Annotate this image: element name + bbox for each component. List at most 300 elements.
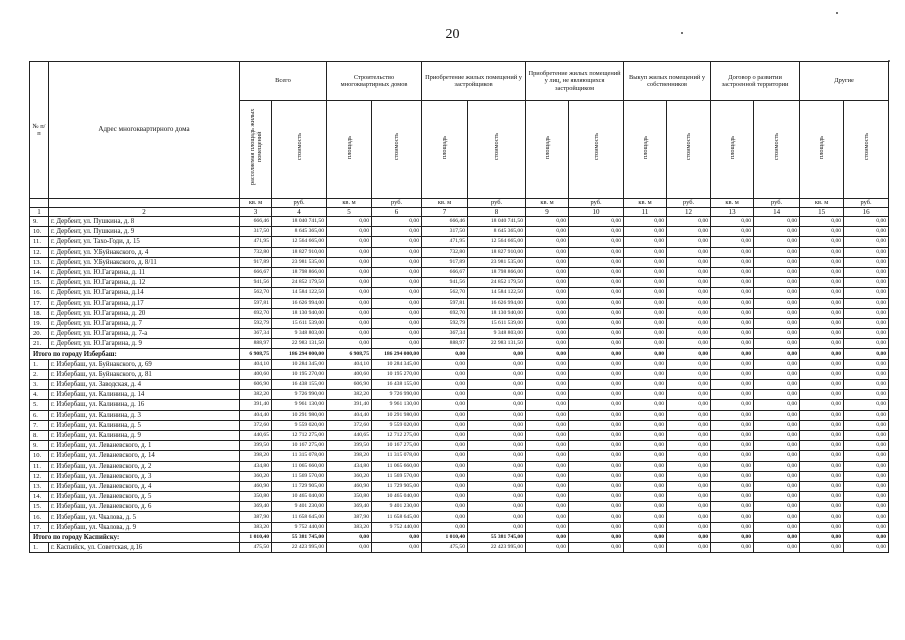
cost-value: 0,00 (667, 441, 711, 451)
area-value: 0,00 (711, 380, 754, 390)
header-group-development-agreement: Договор о развитии застроенной территории (711, 62, 800, 101)
area-value: 372,60 (327, 420, 372, 430)
area-value: 0,00 (422, 369, 468, 379)
area-value: 0,00 (422, 492, 468, 502)
cost-value: 0,00 (372, 532, 422, 542)
area-value: 0,00 (327, 329, 372, 339)
cost-value: 0,00 (754, 359, 800, 369)
subheader-cost: стоимость (372, 101, 422, 199)
area-value: 0,00 (526, 298, 569, 308)
cost-value: 0,00 (754, 532, 800, 542)
area-value: 0,00 (327, 339, 372, 349)
area-value: 666,67 (240, 267, 272, 277)
address-cell: г. Избербаш, ул. Леваневского, д. 14 (49, 451, 240, 461)
cost-value: 0,00 (754, 512, 800, 522)
area-value: 391,40 (327, 400, 372, 410)
cost-value: 0,00 (667, 278, 711, 288)
unit-cell: руб. (667, 199, 711, 208)
area-value: 0,00 (711, 359, 754, 369)
cost-value: 0,00 (372, 237, 422, 247)
area-value: 440,65 (327, 430, 372, 440)
address-cell: г. Дербент, ул. У.Буйнакского, д. 4 (49, 247, 240, 257)
area-value: 0,00 (526, 481, 569, 491)
area-value: 0,00 (526, 247, 569, 257)
column-number: 12 (667, 208, 711, 217)
area-value: 0,00 (711, 410, 754, 420)
cost-value: 0,00 (754, 308, 800, 318)
area-value: 0,00 (624, 461, 667, 471)
area-value: 0,00 (800, 318, 844, 328)
area-value: 0,00 (800, 257, 844, 267)
area-value: 0,00 (711, 349, 754, 359)
cost-value: 0,00 (468, 451, 526, 461)
area-value: 0,00 (526, 339, 569, 349)
cost-value: 0,00 (569, 369, 624, 379)
cost-value: 0,00 (372, 308, 422, 318)
area-value: 0,00 (711, 441, 754, 451)
area-value: 0,00 (327, 217, 372, 227)
table-row (30, 441, 889, 451)
area-value: 0,00 (327, 267, 372, 277)
unit-cell: руб. (372, 199, 422, 208)
cost-value: 0,00 (754, 257, 800, 267)
cost-value: 0,00 (754, 298, 800, 308)
header-group-construction: Строительство многоквартирных домов (327, 62, 422, 101)
area-value: 592,79 (422, 318, 468, 328)
cost-value: 0,00 (468, 349, 526, 359)
column-number: 3 (240, 208, 272, 217)
cost-value: 9 752 440,00 (272, 522, 327, 532)
cost-value: 0,00 (569, 227, 624, 237)
area-value: 888,97 (240, 339, 272, 349)
cost-value: 18 130 940,00 (272, 308, 327, 318)
row-number: 14. (30, 492, 49, 502)
cost-value: 0,00 (754, 278, 800, 288)
area-value: 383,20 (240, 522, 272, 532)
cost-value: 0,00 (667, 461, 711, 471)
unit-cell: руб. (272, 199, 327, 208)
units-row (30, 199, 889, 208)
cost-value: 0,00 (754, 430, 800, 440)
area-value: 0,00 (624, 318, 667, 328)
table-row (30, 247, 889, 257)
cost-value: 10 291 980,00 (372, 410, 422, 420)
area-value: 350,80 (240, 492, 272, 502)
area-value: 434,80 (327, 461, 372, 471)
area-value: 369,40 (327, 502, 372, 512)
area-value: 475,50 (422, 543, 468, 553)
row-number: 19. (30, 318, 49, 328)
cost-value: 0,00 (844, 339, 889, 349)
table-row (30, 502, 889, 512)
area-value: 360,20 (240, 471, 272, 481)
area-value: 597,81 (240, 298, 272, 308)
cost-value: 15 611 539,00 (468, 318, 526, 328)
cost-value: 0,00 (569, 471, 624, 481)
table-row (30, 492, 889, 502)
area-value: 0,00 (711, 543, 754, 553)
area-value: 0,00 (624, 380, 667, 390)
column-number: 16 (844, 208, 889, 217)
cost-value: 0,00 (844, 227, 889, 237)
area-value: 0,00 (526, 278, 569, 288)
address-cell: г. Избербаш, ул. Леваневского, д. 3 (49, 471, 240, 481)
cost-value: 18 130 940,00 (468, 308, 526, 318)
area-value: 0,00 (526, 359, 569, 369)
housing-table (29, 61, 889, 553)
area-value: 0,00 (526, 267, 569, 277)
cost-value: 0,00 (844, 400, 889, 410)
cost-value: 0,00 (667, 543, 711, 553)
cost-value: 0,00 (844, 543, 889, 553)
row-number: 10. (30, 227, 49, 237)
cost-value: 0,00 (667, 502, 711, 512)
cost-value: 0,00 (569, 298, 624, 308)
cost-value: 0,00 (468, 390, 526, 400)
area-value: 0,00 (624, 298, 667, 308)
area-value: 0,00 (327, 247, 372, 257)
area-value: 0,00 (422, 461, 468, 471)
cost-value: 0,00 (372, 339, 422, 349)
cost-value: 0,00 (569, 318, 624, 328)
area-value: 0,00 (526, 430, 569, 440)
table-row (30, 308, 889, 318)
area-value: 0,00 (526, 471, 569, 481)
area-value: 0,00 (624, 288, 667, 298)
cost-value: 0,00 (569, 247, 624, 257)
cost-value: 0,00 (372, 543, 422, 553)
address-cell: г. Избербаш, ул. Чкалова, д. 5 (49, 512, 240, 522)
cost-value: 186 294 000,00 (372, 349, 422, 359)
cost-value: 0,00 (667, 420, 711, 430)
cost-value: 11 658 645,00 (372, 512, 422, 522)
area-value: 367,34 (240, 329, 272, 339)
cost-value: 8 645 365,00 (272, 227, 327, 237)
area-value: 0,00 (327, 237, 372, 247)
area-value: 0,00 (624, 369, 667, 379)
cost-value: 0,00 (569, 461, 624, 471)
cost-value: 0,00 (372, 257, 422, 267)
cost-value: 0,00 (667, 522, 711, 532)
cost-value: 0,00 (372, 267, 422, 277)
subheader-area: площадь (526, 101, 569, 199)
area-value: 404,40 (327, 410, 372, 420)
cost-value: 22 983 131,50 (272, 339, 327, 349)
cost-value: 18 827 910,00 (468, 247, 526, 257)
table-row (30, 512, 889, 522)
area-value: 0,00 (624, 339, 667, 349)
area-value: 0,00 (800, 400, 844, 410)
cost-value: 0,00 (468, 512, 526, 522)
cost-value: 11 658 645,00 (272, 512, 327, 522)
cost-value: 0,00 (844, 380, 889, 390)
area-value: 0,00 (526, 329, 569, 339)
area-value: 1 010,40 (240, 532, 272, 542)
cost-value: 0,00 (569, 278, 624, 288)
scan-speck (836, 12, 838, 14)
cost-value: 0,00 (372, 329, 422, 339)
area-value: 404,10 (240, 359, 272, 369)
cost-value: 9 559 020,00 (372, 420, 422, 430)
area-value: 0,00 (711, 512, 754, 522)
area-value: 0,00 (526, 237, 569, 247)
area-value: 372,60 (240, 420, 272, 430)
cost-value: 0,00 (844, 247, 889, 257)
table-row (30, 278, 889, 288)
cost-value: 55 381 745,00 (468, 532, 526, 542)
area-value: 400,60 (327, 369, 372, 379)
area-value: 597,81 (422, 298, 468, 308)
subheader-cost: стоимость (844, 101, 889, 199)
area-value: 360,20 (327, 471, 372, 481)
area-value: 387,90 (327, 512, 372, 522)
header-group-total: Всего (240, 62, 327, 101)
cost-value: 12 564 665,00 (468, 237, 526, 247)
cost-value: 0,00 (468, 502, 526, 512)
page-number: 20 (445, 27, 460, 42)
area-value: 0,00 (526, 420, 569, 430)
column-number: 7 (422, 208, 468, 217)
area-value: 0,00 (800, 430, 844, 440)
row-number: 15. (30, 502, 49, 512)
cost-value: 0,00 (468, 430, 526, 440)
area-value: 0,00 (711, 217, 754, 227)
scan-speck (681, 32, 683, 34)
table-row (30, 410, 889, 420)
area-value: 0,00 (800, 441, 844, 451)
cost-value: 0,00 (667, 247, 711, 257)
area-value: 0,00 (624, 390, 667, 400)
cost-value: 16 438 155,00 (272, 380, 327, 390)
area-value: 460,90 (327, 481, 372, 491)
area-value: 0,00 (526, 522, 569, 532)
area-value: 0,00 (422, 512, 468, 522)
area-value: 0,00 (327, 543, 372, 553)
cost-value: 11 065 660,00 (372, 461, 422, 471)
area-value: 350,80 (327, 492, 372, 502)
address-cell: г. Дербент, ул. Пушкина, д. 9 (49, 227, 240, 237)
table-row (30, 471, 889, 481)
area-value: 917,89 (240, 257, 272, 267)
cost-value: 11 315 078,00 (372, 451, 422, 461)
area-value: 0,00 (327, 308, 372, 318)
table-row (30, 257, 889, 267)
area-value: 666,67 (422, 267, 468, 277)
column-number: 1 (30, 208, 49, 217)
unit-cell: кв. м (526, 199, 569, 208)
area-value: 0,00 (800, 543, 844, 553)
address-cell: г. Избербаш, ул. Леваневского, д. 2 (49, 461, 240, 471)
area-value: 0,00 (526, 512, 569, 522)
area-value: 387,90 (240, 512, 272, 522)
cost-value: 0,00 (372, 247, 422, 257)
area-value: 0,00 (526, 532, 569, 542)
subtotal-label: Итого по городу Каспийску: (30, 532, 240, 542)
column-number: 14 (754, 208, 800, 217)
area-value: 475,50 (240, 543, 272, 553)
table-body (30, 217, 889, 553)
subtotal-row (30, 532, 889, 542)
area-value: 732,80 (240, 247, 272, 257)
area-value: 0,00 (800, 380, 844, 390)
cost-value: 0,00 (844, 461, 889, 471)
area-value: 0,00 (711, 522, 754, 532)
cost-value: 0,00 (569, 267, 624, 277)
cost-value: 0,00 (372, 318, 422, 328)
address-cell: г. Дербент, ул. Ю.Гагарина, д. 9 (49, 339, 240, 349)
area-value: 0,00 (526, 410, 569, 420)
area-value: 0,00 (526, 502, 569, 512)
unit-cell: руб. (844, 199, 889, 208)
cost-value: 0,00 (468, 441, 526, 451)
area-value: 0,00 (422, 349, 468, 359)
row-number: 10. (30, 451, 49, 461)
cost-value: 9 961 130,00 (272, 400, 327, 410)
area-value: 0,00 (526, 288, 569, 298)
cost-value: 0,00 (844, 430, 889, 440)
area-value: 0,00 (800, 298, 844, 308)
cost-value: 18 798 866,00 (468, 267, 526, 277)
address-cell: г. Избербаш, ул. Калинина, д. 14 (49, 390, 240, 400)
cost-value: 9 961 130,00 (372, 400, 422, 410)
cost-value: 12 564 665,00 (272, 237, 327, 247)
area-value: 0,00 (526, 217, 569, 227)
area-value: 0,00 (800, 512, 844, 522)
subheader-area: площадь (800, 101, 844, 199)
row-number: 6. (30, 410, 49, 420)
cost-value: 0,00 (372, 278, 422, 288)
area-value: 367,34 (422, 329, 468, 339)
cost-value: 0,00 (569, 543, 624, 553)
area-value: 382,20 (240, 390, 272, 400)
area-value: 0,00 (800, 471, 844, 481)
area-value: 399,50 (240, 441, 272, 451)
column-number: 6 (372, 208, 422, 217)
cost-value: 0,00 (569, 308, 624, 318)
unit-cell: кв. м (327, 199, 372, 208)
unit-cell (49, 199, 240, 208)
area-value: 0,00 (526, 400, 569, 410)
area-value: 0,00 (624, 451, 667, 461)
cost-value: 0,00 (667, 380, 711, 390)
cost-value: 0,00 (844, 267, 889, 277)
cost-value: 0,00 (667, 227, 711, 237)
address-cell: г. Избербаш, ул. Калинина, д. 16 (49, 400, 240, 410)
subheader-cost: стоимость (272, 101, 327, 199)
cost-value: 0,00 (667, 451, 711, 461)
cost-value: 10 465 040,00 (272, 492, 327, 502)
cost-value: 0,00 (569, 257, 624, 267)
address-cell: г. Дербент, ул. У.Буйнакского, д. 8/11 (49, 257, 240, 267)
area-value: 0,00 (624, 512, 667, 522)
cost-value: 15 611 539,00 (272, 318, 327, 328)
area-value: 941,56 (240, 278, 272, 288)
cost-value: 0,00 (667, 308, 711, 318)
cost-value: 0,00 (754, 522, 800, 532)
area-value: 0,00 (800, 481, 844, 491)
area-value: 888,97 (422, 339, 468, 349)
cost-value: 0,00 (569, 380, 624, 390)
area-value: 369,40 (240, 502, 272, 512)
row-number: 7. (30, 420, 49, 430)
header-group-developer-purchase: Приобретение жилых помещений у застройщиков (422, 62, 526, 101)
cost-value: 0,00 (667, 318, 711, 328)
cost-value: 10 167 275,00 (272, 441, 327, 451)
area-value: 0,00 (800, 492, 844, 502)
cost-value: 10 167 275,00 (372, 441, 422, 451)
area-value: 0,00 (711, 390, 754, 400)
row-number: 9. (30, 217, 49, 227)
cost-value: 0,00 (844, 369, 889, 379)
unit-cell: руб. (468, 199, 526, 208)
cost-value: 0,00 (569, 329, 624, 339)
cost-value: 10 195 270,00 (272, 369, 327, 379)
area-value: 0,00 (526, 492, 569, 502)
subheader-area: площадь (711, 101, 754, 199)
area-value: 0,00 (422, 420, 468, 430)
table-row (30, 359, 889, 369)
cost-value: 9 348 803,00 (272, 329, 327, 339)
area-value: 0,00 (624, 410, 667, 420)
area-value: 0,00 (800, 227, 844, 237)
area-value: 0,00 (526, 461, 569, 471)
cost-value: 0,00 (569, 512, 624, 522)
area-value: 391,40 (240, 400, 272, 410)
header-no: № п/п (30, 62, 49, 199)
cost-value: 0,00 (569, 481, 624, 491)
area-value: 0,00 (711, 430, 754, 440)
cost-value: 0,00 (754, 288, 800, 298)
cost-value: 0,00 (754, 349, 800, 359)
area-value: 0,00 (800, 267, 844, 277)
cost-value: 22 423 995,00 (272, 543, 327, 553)
area-value: 0,00 (800, 247, 844, 257)
table-row (30, 420, 889, 430)
cost-value: 10 284 345,00 (372, 359, 422, 369)
cost-value: 55 381 745,00 (272, 532, 327, 542)
header-group-non-developer-purchase: Приобретение жилых помещений у лиц, не являющихся застройщиком (526, 62, 624, 101)
cost-value: 9 726 990,00 (272, 390, 327, 400)
address-cell: г. Избербаш, ул. Леваневского, д. 5 (49, 492, 240, 502)
area-value: 0,00 (711, 237, 754, 247)
cost-value: 11 569 570,00 (372, 471, 422, 481)
area-value: 0,00 (624, 502, 667, 512)
unit-cell: кв. м (800, 199, 844, 208)
table-row (30, 481, 889, 491)
area-value: 0,00 (800, 461, 844, 471)
area-value: 404,10 (327, 359, 372, 369)
cost-value: 9 348 803,00 (468, 329, 526, 339)
column-number: 8 (468, 208, 526, 217)
address-cell: г. Дербент, ул. Пушкина, д. 8 (49, 217, 240, 227)
address-cell: г. Дербент, ул. Ю.Гагарина, д. 12 (49, 278, 240, 288)
area-value: 0,00 (711, 492, 754, 502)
area-value: 0,00 (800, 451, 844, 461)
area-value: 732,80 (422, 247, 468, 257)
area-value: 0,00 (526, 227, 569, 237)
cost-value: 0,00 (667, 329, 711, 339)
cost-value: 0,00 (569, 430, 624, 440)
area-value: 1 010,40 (422, 532, 468, 542)
address-cell: г. Дербент, ул. Ю.Гагарина, д. 11 (49, 267, 240, 277)
cost-value: 0,00 (844, 492, 889, 502)
address-cell: г. Избербаш, ул. Буйнакского, д. 69 (49, 359, 240, 369)
area-value: 0,00 (711, 532, 754, 542)
cost-value: 0,00 (569, 237, 624, 247)
header-address: Адрес многоквартирного дома (49, 62, 240, 199)
area-value: 0,00 (422, 390, 468, 400)
area-value: 0,00 (526, 349, 569, 359)
